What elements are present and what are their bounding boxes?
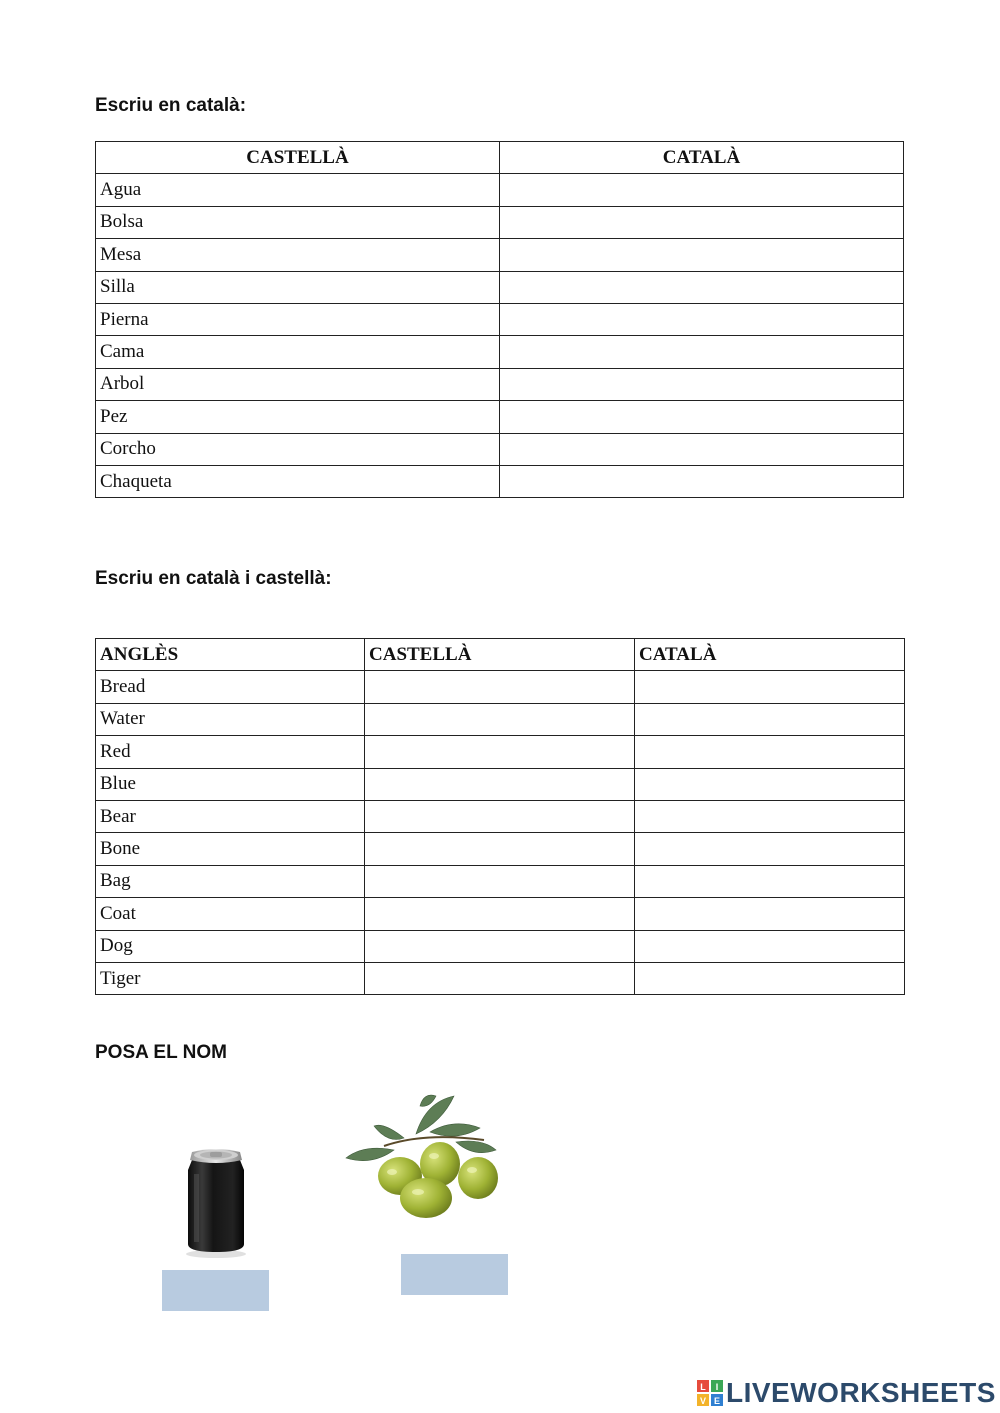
table-row bbox=[96, 865, 905, 897]
translation-table-1 bbox=[95, 141, 904, 498]
answer-cell[interactable] bbox=[635, 865, 905, 897]
brand-name: LIVEWORKSHEETS bbox=[726, 1377, 996, 1408]
answer-cell[interactable] bbox=[500, 303, 904, 335]
answer-cell[interactable] bbox=[365, 703, 635, 735]
table-row bbox=[96, 768, 905, 800]
table-row bbox=[96, 174, 904, 206]
source-word-cell: Coat bbox=[96, 898, 365, 930]
svg-text:V: V bbox=[699, 1396, 707, 1406]
table-row bbox=[96, 800, 905, 832]
table-row bbox=[96, 303, 904, 335]
answer-cell[interactable] bbox=[365, 736, 635, 768]
answer-cell[interactable] bbox=[365, 930, 635, 962]
answer-cell[interactable] bbox=[635, 703, 905, 735]
table-row bbox=[96, 465, 904, 497]
source-word-cell: Dog bbox=[96, 930, 365, 962]
answer-cell[interactable] bbox=[365, 962, 635, 994]
source-word-cell: Pez bbox=[96, 401, 500, 433]
answer-cell[interactable] bbox=[500, 465, 904, 497]
answer-cell[interactable] bbox=[365, 800, 635, 832]
source-word-cell: Red bbox=[96, 736, 365, 768]
svg-text:L: L bbox=[700, 1382, 706, 1392]
source-word-cell: Arbol bbox=[96, 368, 500, 400]
answer-input-olives[interactable] bbox=[401, 1254, 508, 1295]
source-word-cell: Chaqueta bbox=[96, 465, 500, 497]
answer-cell[interactable] bbox=[500, 206, 904, 238]
svg-text:I: I bbox=[715, 1382, 719, 1392]
answer-input-can[interactable] bbox=[162, 1270, 269, 1311]
answer-cell[interactable] bbox=[500, 271, 904, 303]
table-row bbox=[96, 930, 905, 962]
section1-heading: Escriu en català: bbox=[95, 95, 247, 116]
source-word-cell: Silla bbox=[96, 271, 500, 303]
answer-cell[interactable] bbox=[365, 671, 635, 703]
table-row bbox=[96, 736, 905, 768]
column-header-catala: CATALÀ bbox=[635, 639, 905, 671]
answer-cell[interactable] bbox=[635, 930, 905, 962]
table-row bbox=[96, 671, 905, 703]
source-word-cell: Agua bbox=[96, 174, 500, 206]
liveworksheets-logo-icon bbox=[697, 1380, 723, 1406]
olives-icon bbox=[344, 1092, 506, 1226]
table-row bbox=[96, 239, 904, 271]
column-header-angles: ANGLÈS bbox=[96, 639, 365, 671]
table-row bbox=[96, 433, 904, 465]
source-word-cell: Bear bbox=[96, 800, 365, 832]
svg-text:E: E bbox=[713, 1396, 721, 1406]
source-word-cell: Corcho bbox=[96, 433, 500, 465]
table-row bbox=[96, 401, 904, 433]
answer-cell[interactable] bbox=[500, 336, 904, 368]
table-row bbox=[96, 271, 904, 303]
section2-heading: Escriu en català i castellà: bbox=[95, 568, 332, 589]
answer-cell[interactable] bbox=[500, 401, 904, 433]
answer-cell[interactable] bbox=[500, 368, 904, 400]
table-row bbox=[96, 206, 904, 238]
table-row bbox=[96, 703, 905, 735]
table-row bbox=[96, 962, 905, 994]
source-word-cell: Blue bbox=[96, 768, 365, 800]
soda-can-icon bbox=[180, 1146, 252, 1260]
answer-cell[interactable] bbox=[500, 239, 904, 271]
source-word-cell: Water bbox=[96, 703, 365, 735]
liveworksheets-logo[interactable] bbox=[697, 1376, 996, 1410]
column-header-castella: CASTELLÀ bbox=[365, 639, 635, 671]
table-header-row bbox=[96, 142, 904, 174]
answer-cell[interactable] bbox=[635, 800, 905, 832]
answer-cell[interactable] bbox=[365, 833, 635, 865]
answer-cell[interactable] bbox=[635, 671, 905, 703]
table-header-row bbox=[96, 639, 905, 671]
answer-cell[interactable] bbox=[635, 962, 905, 994]
table-row bbox=[96, 898, 905, 930]
answer-cell[interactable] bbox=[365, 898, 635, 930]
answer-cell[interactable] bbox=[365, 768, 635, 800]
column-header-castella: CASTELLÀ bbox=[96, 142, 500, 174]
source-word-cell: Tiger bbox=[96, 962, 365, 994]
answer-cell[interactable] bbox=[635, 898, 905, 930]
source-word-cell: Pierna bbox=[96, 303, 500, 335]
answer-cell[interactable] bbox=[635, 736, 905, 768]
source-word-cell: Bag bbox=[96, 865, 365, 897]
answer-cell[interactable] bbox=[365, 865, 635, 897]
table-row bbox=[96, 833, 905, 865]
answer-cell[interactable] bbox=[635, 768, 905, 800]
translation-table-2 bbox=[95, 638, 905, 995]
answer-cell[interactable] bbox=[500, 174, 904, 206]
table-row bbox=[96, 336, 904, 368]
section3-heading: POSA EL NOM bbox=[95, 1042, 227, 1063]
source-word-cell: Mesa bbox=[96, 239, 500, 271]
source-word-cell: Bread bbox=[96, 671, 365, 703]
source-word-cell: Bolsa bbox=[96, 206, 500, 238]
answer-cell[interactable] bbox=[500, 433, 904, 465]
table-row bbox=[96, 368, 904, 400]
source-word-cell: Bone bbox=[96, 833, 365, 865]
source-word-cell: Cama bbox=[96, 336, 500, 368]
answer-cell[interactable] bbox=[635, 833, 905, 865]
column-header-catala: CATALÀ bbox=[500, 142, 904, 174]
